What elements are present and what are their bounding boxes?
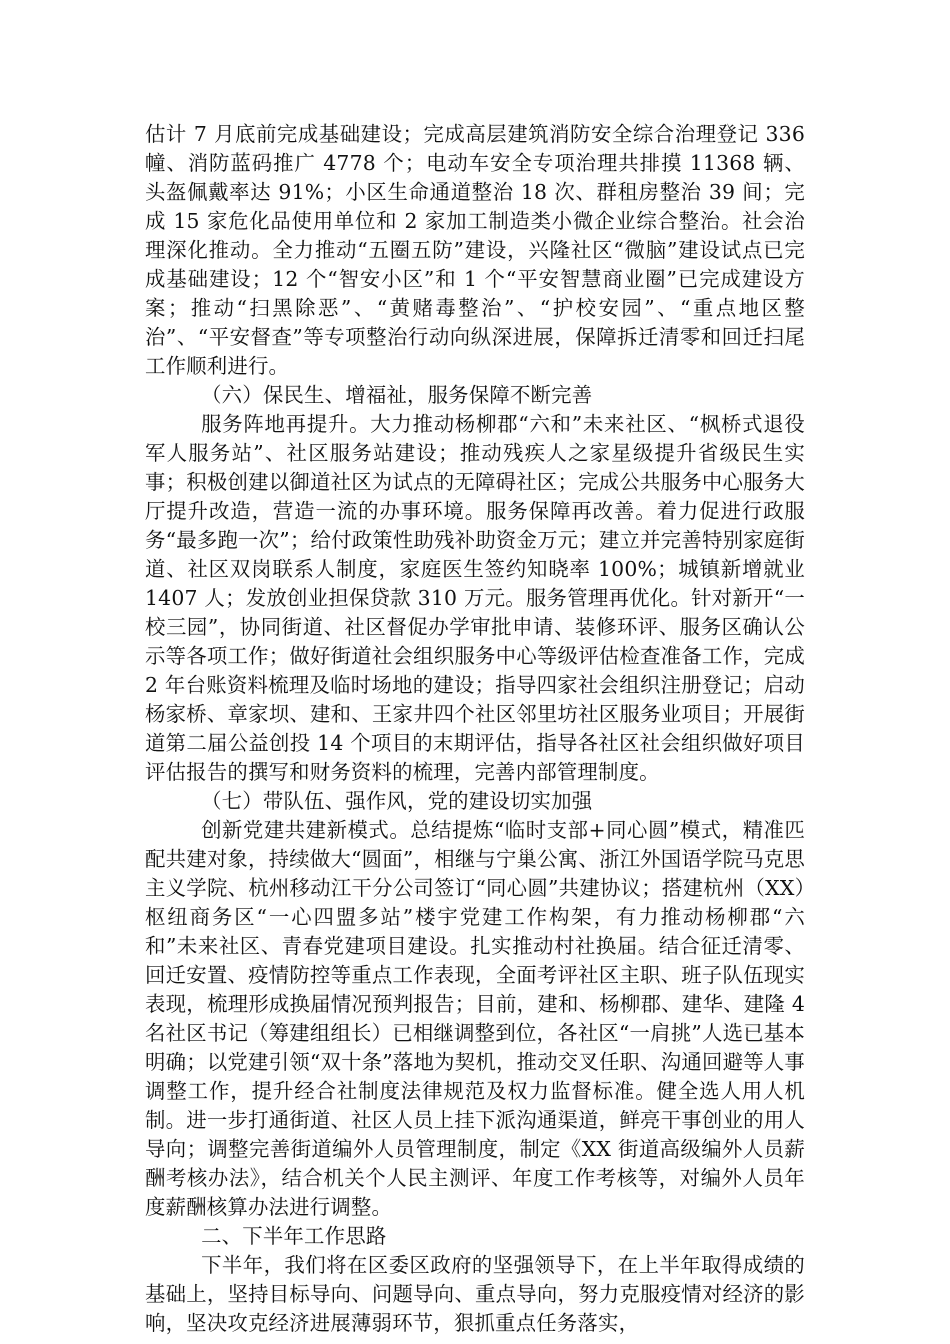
section-heading-six: （六）保民生、增福祉，服务保障不断完善: [201, 383, 593, 407]
document-page: [145, 120, 805, 1338]
body-paragraph-continued: 估计 7 月底前完成基础建设；完成高层建筑消防安全综合治理登记 336 幢、消防蓝码推广 4778 个；电动车安全专项治理共排摸 11368 辆、头盔佩戴率达 91%；小区生命通道整治 18 次、群租房整治 39 间；完成 15 家危化品使用单位和 2 家加工制造类小微企业综合整治。社会治理深化推动。全力推动“五圈五防”建设，兴隆社区“微脑”建设试点已完成基础建设；12 个“智安小区”和 1 个“平安智慧商业圈”已完成建设方案；推动“扫黑除恶”、“黄赌毒整治”、“护校安园”、“重点地区整治”、“平安督查”等专项整治行动向纵深进展，保障拆迁清零和回迁扫尾工作顺利进行。: [145, 122, 805, 378]
body-paragraph-party-building: 创新党建共建新模式。总结提炼“临时支部+同心圆”模式，精准匹配共建对象，持续做大“圆面”，相继与宁巢公寓、浙江外国语学院马克思主义学院、杭州移动江干分公司签订“同心圆”共建协议；搭建杭州（XX）枢纽商务区“一心四盟多站”楼宇党建工作构架，有力推动杨柳郡“六和”未来社区、青春党建项目建设。扎实推动村社换届。结合征迁清零、回迁安置、疫情防控等重点工作表现，全面考评社区主职、班子队伍现实表现，梳理形成换届情况预判报告；目前，建和、杨柳郡、建华、建隆 4 名社区书记（筹建组组长）已相继调整到位，各社区“一肩挑”人选已基本明确；以党建引领“双十条”落地为契机，推动交叉任职、沟通回避等人事调整工作，提升经合社制度法律规范及权力监督标准。健全选人用人机制。进一步打通街道、社区人员上挂下派沟通渠道，鲜亮干事创业的用人导向；调整完善街道编外人员管理制度，制定《XX 街道高级编外人员薪酬考核办法》，结合机关个人民主测评、年度工作考核等，对编外人员年度薪酬核算办法进行调整。: [145, 818, 805, 1219]
section-heading-seven: （七）带队伍、强作风，党的建设切实加强: [201, 789, 593, 813]
body-paragraph-second-half: 下半年，我们将在区委区政府的坚强领导下，在上半年取得成绩的基础上，坚持目标导向、问题导向、重点导向，努力克服疫情对经济的影响，坚决攻克经济进展薄弱环节，狠抓重点任务落实，: [145, 1253, 805, 1335]
body-paragraph-services: 服务阵地再提升。大力推动杨柳郡“六和”未来社区、“枫桥式退役军人服务站”、社区服务站建设；推动残疾人之家星级提升省级民生实事；积极创建以御道社区为试点的无障碍社区；完成公共服务中心服务大厅提升改造，营造一流的办事环境。服务保障再改善。着力促进行政服务“最多跑一次”；给付政策性助残补助资金万元；建立并完善特别家庭街道、社区双岗联系人制度，家庭医生签约知晓率 100%；城镇新增就业 1407 人；发放创业担保贷款 310 万元。服务管理再优化。针对新开“一校三园”，协同街道、社区督促办学审批申请、装修环评、服务区确认公示等各项工作；做好街道社会组织服务中心等级评估检查准备工作，完成 2 年台账资料梳理及临时场地的建设；指导四家社会组织注册登记；启动杨家桥、章家坝、建和、王家井四个社区邻里坊社区服务业项目；开展街道第二届公益创投 14 个项目的末期评估，指导各社区社会组织做好项目评估报告的撰写和财务资料的梳理，完善内部管理制度。: [145, 412, 805, 784]
section-heading-second-half: 二、下半年工作思路: [201, 1224, 387, 1248]
